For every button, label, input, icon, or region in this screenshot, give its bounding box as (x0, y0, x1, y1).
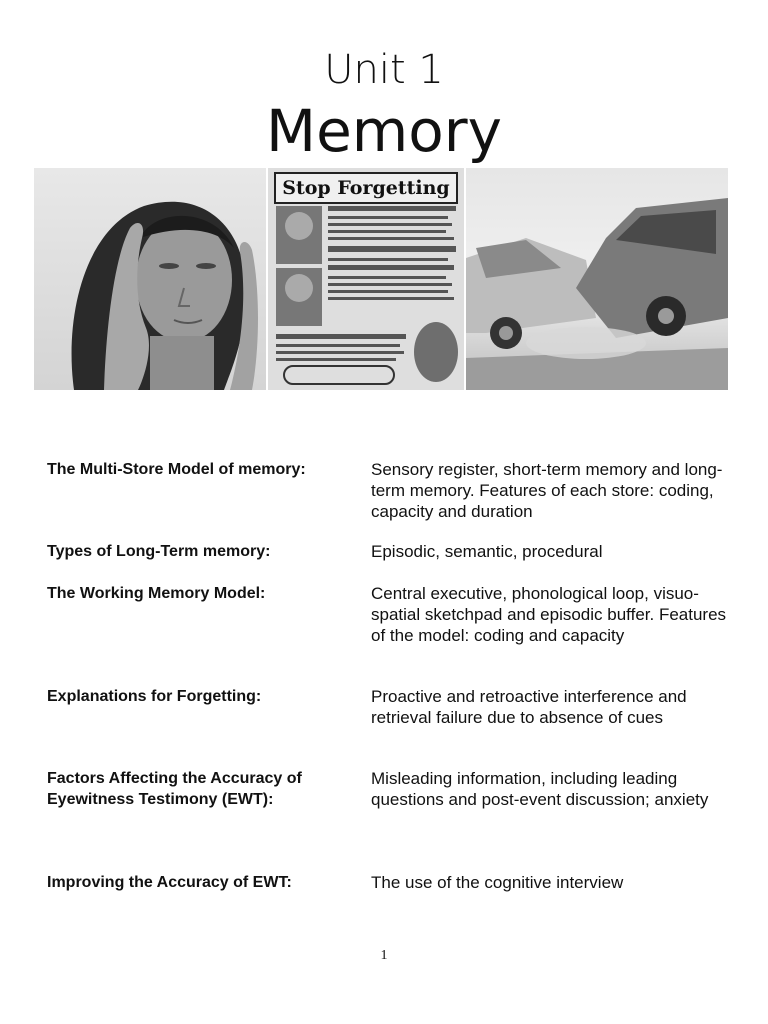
topic-label: Explanations for Forgetting: (47, 688, 262, 705)
page-title: Memory (266, 97, 502, 165)
topic-label: The Multi-Store Model of memory: (47, 461, 306, 478)
page-number: 1 (380, 948, 388, 963)
topic-label: Types of Long-Term memory: (47, 543, 271, 560)
unit-heading: Unit 1 (324, 47, 444, 93)
advert-banner: Stop Forgetting (274, 172, 458, 204)
woman-holding-head-photo (34, 168, 266, 390)
topic-label: Factors Affecting the Accuracy of Eyewitness Testimony (EWT): (47, 770, 302, 808)
topic-description: Central executive, phonological loop, visuo-spatial sketchpad and episodic buffer. Features of the model: coding and capacity (371, 584, 727, 645)
topic-description: Proactive and retroactive interference and retrieval failure due to absence of cues (371, 687, 687, 727)
topic-description: The use of the cognitive interview (371, 873, 624, 892)
topic-label: The Working Memory Model: (47, 585, 266, 602)
car-crash-photo (466, 168, 728, 390)
topic-description: Episodic, semantic, procedural (371, 542, 603, 561)
topic-description: Misleading information, including leading questions and post-event discussion; anxiety (371, 769, 709, 809)
photo-strip (34, 168, 728, 390)
topic-description: Sensory register, short-term memory and long-term memory. Features of each store: coding, capacity and duration (371, 460, 723, 521)
topic-label: Improving the Accuracy of EWT: (47, 874, 292, 891)
stop-forgetting-advert (268, 168, 464, 390)
